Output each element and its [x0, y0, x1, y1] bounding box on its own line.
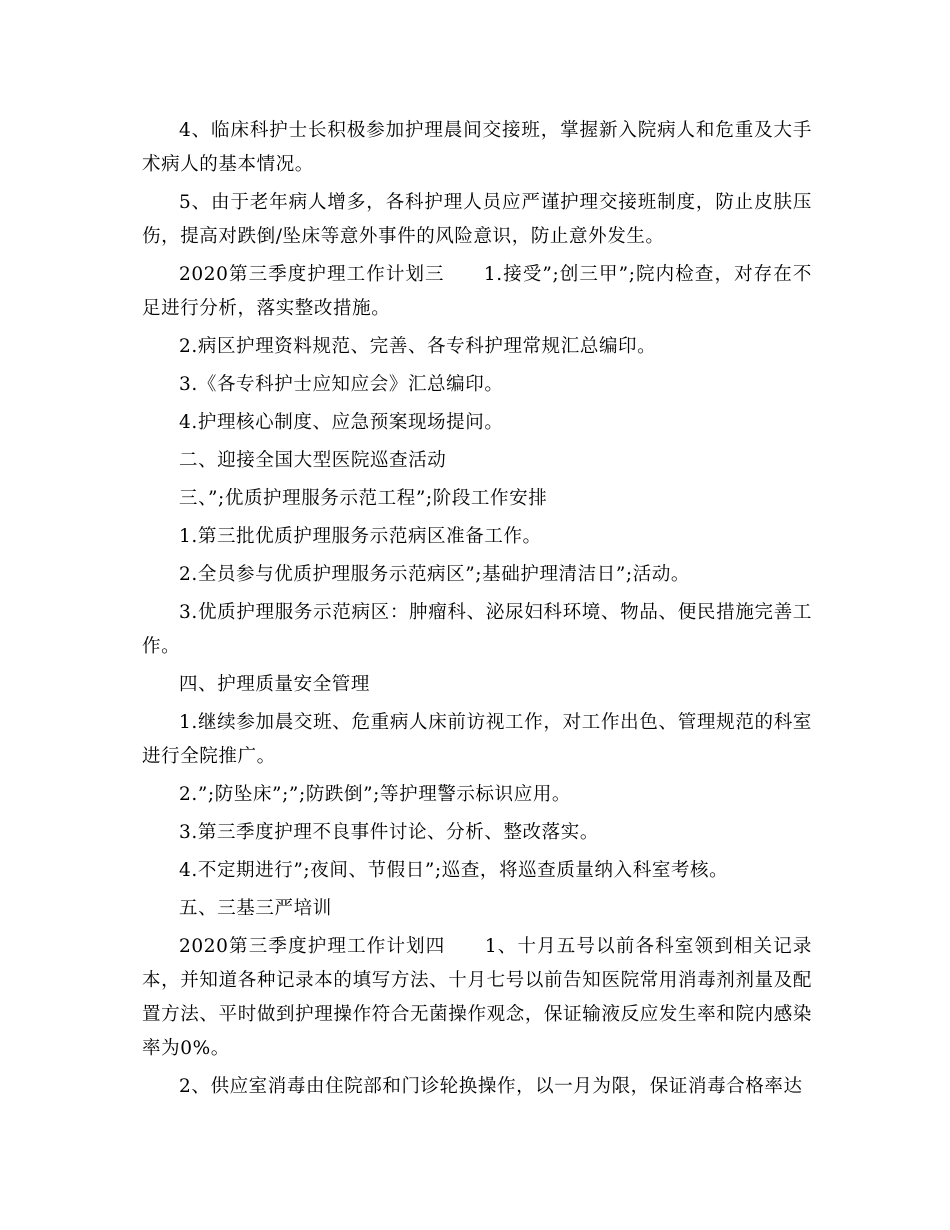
- paragraph: 4.不定期进行”;夜间、节假日”;巡查，将巡查质量纳入科室考核。: [179, 860, 729, 881]
- paragraph: 3.第三季度护理不良事件讨论、分析、整改落实。: [179, 822, 599, 843]
- section-heading: 五、三基三严培训: [179, 898, 332, 919]
- paragraph: 5、由于老年病人增多，各科护理人员应严谨护理交接班制度，防止皮肤压伤，提高对跌倒/坠床等意外事件的风险意识，防止意外发生。: [142, 192, 812, 247]
- paragraph: 4、临床科护士长积极参加护理晨间交接班，掌握新入院病人和危重及大手术病人的基本情况。: [142, 120, 812, 175]
- section-heading: 三、”;优质护理服务示范工程”;阶段工作安排: [179, 488, 548, 509]
- document-body: [142, 114, 812, 1108]
- paragraph: 1.第三批优质护理服务示范病区准备工作。: [179, 526, 542, 547]
- paragraph: 2.病区护理资料规范、完善、各专科护理常规汇总编印。: [179, 336, 657, 357]
- paragraph: 1.继续参加晨交班、危重病人床前访视工作，对工作出色、管理规范的科室进行全院推广。: [142, 712, 812, 767]
- paragraph: 3.《各专科护士应知应会》汇总编印。: [179, 374, 504, 395]
- paragraph: 2.全员参与优质护理服务示范病区”;基础护理清洁日”;活动。: [179, 564, 691, 585]
- paragraph: 2、供应室消毒由住院部和门诊轮换操作，以一月为限，保证消毒合格率达: [179, 1076, 803, 1097]
- section-heading: 二、迎接全国大型医院巡查活动: [179, 450, 447, 471]
- paragraph: 3.优质护理服务示范病区：肿瘤科、泌尿妇科环境、物品、便民措施完善工作。: [142, 602, 812, 657]
- paragraph: 4.护理核心制度、应急预案现场提问。: [179, 412, 504, 433]
- paragraph: 2.”;防坠床”;”;防跌倒”;等护理警示标识应用。: [179, 784, 572, 805]
- paragraph: 2020第三季度护理工作计划四 1、十月五号以前各科室领到相关记录本，并知道各种记录本的填写方法、十月七号以前告知医院常用消毒剂剂量及配置方法、平时做到护理操作符合无菌操作观念，保证输液反应发生率和院内感染率为0%。: [142, 936, 812, 1059]
- paragraph: 2020第三季度护理工作计划三 1.接受”;创三甲”;院内检查，对存在不足进行分析，落实整改措施。: [142, 264, 812, 319]
- section-heading: 四、护理质量安全管理: [179, 674, 371, 695]
